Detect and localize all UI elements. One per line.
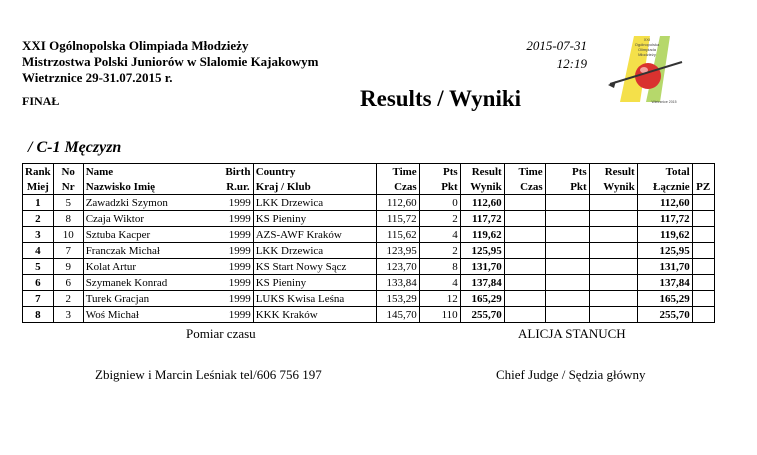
cell-result: 125,95 [460,243,504,259]
cell-no: 6 [53,275,83,291]
judge-name: ALICJA STANUCH [518,326,626,341]
cell-no: 2 [53,291,83,307]
cell-time: 153,29 [376,291,419,307]
timing-names: Zbigniew i Marcin Leśniak tel/606 756 197 [95,367,322,382]
cell-time: 112,60 [376,195,419,211]
cell-no: 10 [53,227,83,243]
header-row-1 [23,164,715,180]
table-row [23,259,715,275]
judge-label: Chief Judge / Sędzia główny [496,367,646,382]
cell-birth: 1999 [223,243,253,259]
cell-rank: 5 [23,259,54,275]
cell-no: 9 [53,259,83,275]
col-time2-pl: Czas [504,179,545,195]
cell-pts: 110 [419,307,460,323]
col-name-pl: Nazwisko Imię [83,179,223,195]
cell-birth: 1999 [223,291,253,307]
cell-name: Szymanek Konrad [83,275,223,291]
cell-rank: 3 [23,227,54,243]
col-pts1-pl: Pkt [419,179,460,195]
cell-club: KS Start Nowy Sącz [253,259,376,275]
cell-rank: 1 [23,195,54,211]
cell-rank: 7 [23,291,54,307]
cell-birth: 1999 [223,211,253,227]
table-row [23,275,715,291]
cell-total: 255,70 [637,307,692,323]
cell-name: Franczak Michał [83,243,223,259]
cell-club: LKK Drzewica [253,243,376,259]
cell-pts: 8 [419,259,460,275]
cell-time: 115,62 [376,227,419,243]
cell-no: 7 [53,243,83,259]
table-row [23,227,715,243]
col-pz: PZ [692,179,714,195]
col-result2: Result [589,164,637,180]
cell-total: 137,84 [637,275,692,291]
cell-total: 117,72 [637,211,692,227]
results-table [22,163,715,323]
cell-pts: 2 [419,243,460,259]
cell-club: KS Pieniny [253,211,376,227]
cell-club: LKK Drzewica [253,195,376,211]
cell-club: LUKS Kwisa Leśna [253,291,376,307]
cell-total: 125,95 [637,243,692,259]
col-name: Name [83,164,223,180]
cell-rank: 4 [23,243,54,259]
col-rank-pl: Miej [23,179,54,195]
cell-result: 119,62 [460,227,504,243]
olympiad-logo [606,32,686,106]
col-birth-pl: R.ur. [223,179,253,195]
cell-time: 145,70 [376,307,419,323]
col-result1: Result [460,164,504,180]
cell-name: Sztuba Kacper [83,227,223,243]
cell-pts: 2 [419,211,460,227]
cell-time: 123,70 [376,259,419,275]
cell-pts: 12 [419,291,460,307]
col-time1: Time [376,164,419,180]
cell-birth: 1999 [223,259,253,275]
page-title: Results / Wyniki [360,86,522,111]
cell-club: KS Pieniny [253,275,376,291]
cell-name: Kolat Artur [83,259,223,275]
col-rank: Rank [23,164,54,180]
cell-no: 8 [53,211,83,227]
cell-total: 112,60 [637,195,692,211]
cell-total: 165,29 [637,291,692,307]
col-result1-pl: Wynik [460,179,504,195]
col-country: Country [253,164,376,180]
cell-name: Turek Gracjan [83,291,223,307]
cell-birth: 1999 [223,195,253,211]
col-pts1: Pts [419,164,460,180]
svg-text:Młodzieży: Młodzieży [638,52,656,57]
cell-result: 165,29 [460,291,504,307]
cell-club: AZS-AWF Kraków [253,227,376,243]
cell-time: 133,84 [376,275,419,291]
svg-text:Olimpiada: Olimpiada [637,47,657,52]
cell-total: 119,62 [637,227,692,243]
col-country-pl: Kraj / Klub [253,179,376,195]
col-pts2-pl: Pkt [545,179,589,195]
cell-result: 137,84 [460,275,504,291]
svg-text:Wietrznice 2015: Wietrznice 2015 [651,100,677,104]
cell-result: 112,60 [460,195,504,211]
cell-no: 5 [53,195,83,211]
round-label: FINAŁ [22,94,60,108]
cell-result: 131,70 [460,259,504,275]
table-row [23,195,715,211]
cell-result: 255,70 [460,307,504,323]
cell-rank: 8 [23,307,54,323]
cell-birth: 1999 [223,307,253,323]
cell-pts: 4 [419,275,460,291]
table-row [23,307,715,323]
cell-name: Czaja Wiktor [83,211,223,227]
table-row [23,243,715,259]
cell-pts: 4 [419,227,460,243]
category-heading: / C-1 Męczyzn [28,139,122,156]
table-row [23,211,715,227]
cell-time: 123,95 [376,243,419,259]
cell-name: Woś Michał [83,307,223,323]
cell-name: Zawadzki Szymon [83,195,223,211]
header-row-2 [23,179,715,195]
col-total: Total [637,164,692,180]
col-total-pl: Łącznie [637,179,692,195]
report-date: 2015-07-31 [526,38,587,53]
cell-pts: 0 [419,195,460,211]
cell-total: 131,70 [637,259,692,275]
event-title: XXI Ogólnopolska Olimpiada Młodzieży [22,38,249,53]
cell-time: 115,72 [376,211,419,227]
svg-text:XXI: XXI [643,37,651,42]
svg-text:Ogólnopolska: Ogólnopolska [634,42,660,47]
col-no: No [53,164,83,180]
cell-birth: 1999 [223,275,253,291]
event-subtitle: Mistrzostwa Polski Juniorów w Slalomie Kajakowym [22,54,319,69]
cell-no: 3 [53,307,83,323]
cell-birth: 1999 [223,227,253,243]
cell-rank: 6 [23,275,54,291]
col-time2: Time [504,164,545,180]
col-pts2: Pts [545,164,589,180]
col-time1-pl: Czas [376,179,419,195]
col-result2-pl: Wynik [589,179,637,195]
table-row [23,291,715,307]
timing-label: Pomiar czasu [186,326,256,341]
cell-rank: 2 [23,211,54,227]
event-location-dates: Wietrznice 29-31.07.2015 r. [22,70,173,85]
col-birth: Birth [223,164,253,180]
cell-club: KKK Kraków [253,307,376,323]
cell-result: 117,72 [460,211,504,227]
col-no-pl: Nr [53,179,83,195]
report-time: 12:19 [556,56,587,71]
